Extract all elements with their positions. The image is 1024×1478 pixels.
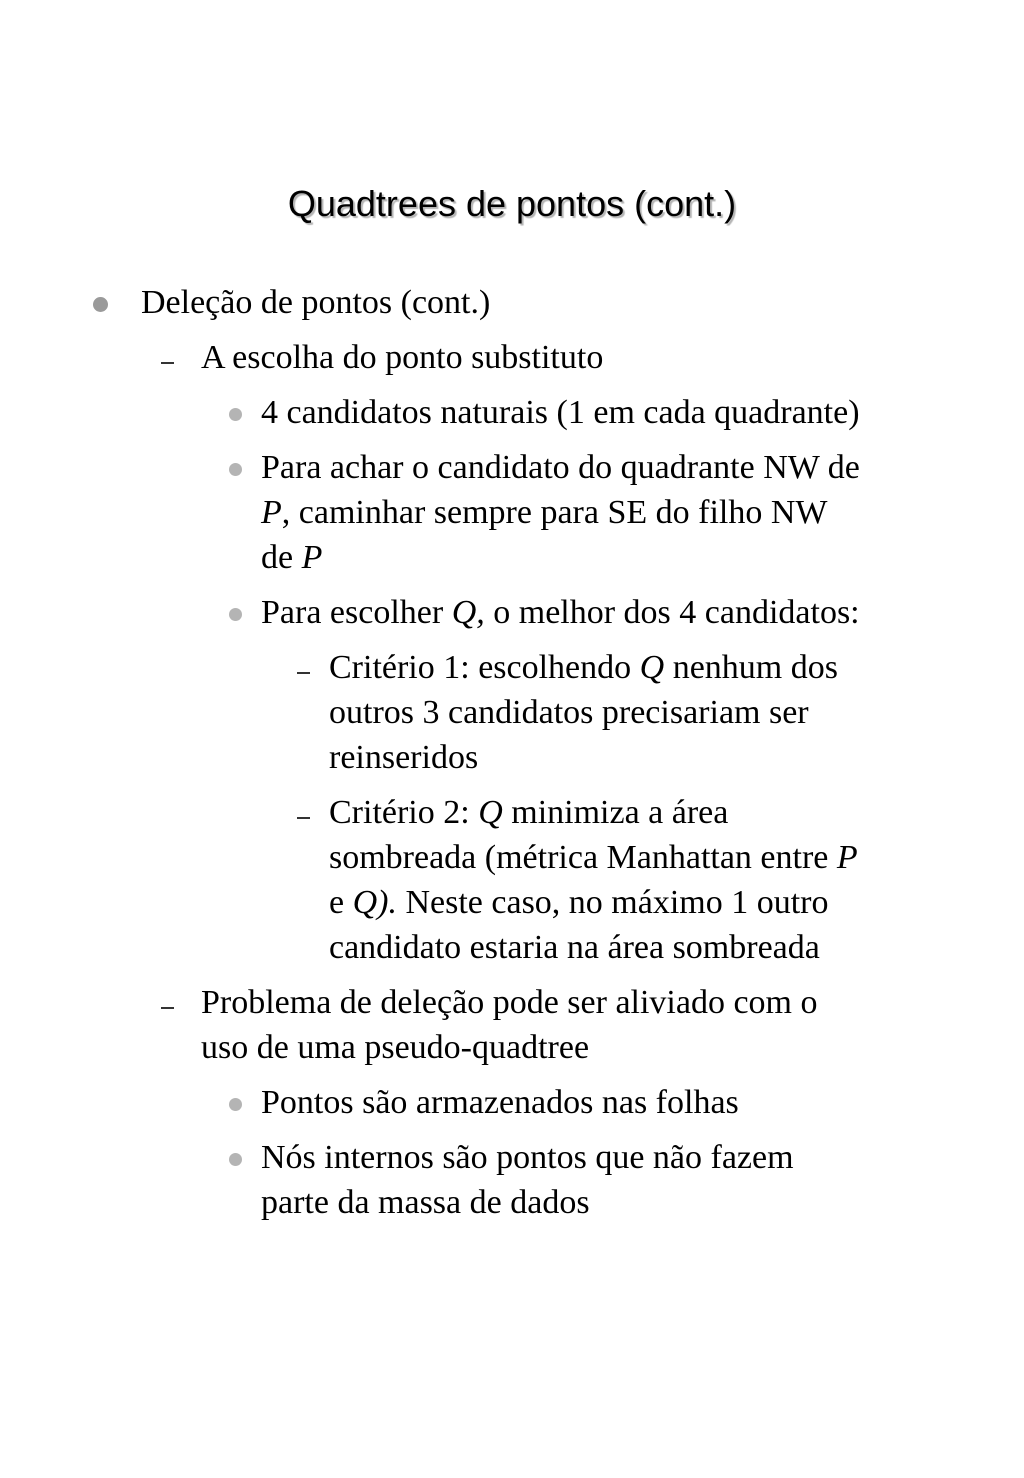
variable-q: Q, xyxy=(451,594,485,631)
text-run: e xyxy=(329,884,353,921)
bullet-text-continued: candidato estaria na área sombreada xyxy=(329,929,820,966)
bullet-dash-icon xyxy=(297,817,310,819)
bullet-text-continued: outros 3 candidatos precisariam ser xyxy=(329,694,809,731)
bullet-dash-icon xyxy=(161,1007,174,1009)
bullet-text-continued xyxy=(261,535,322,580)
bullet-text xyxy=(261,590,860,635)
text-run: o melhor dos 4 candidatos: xyxy=(484,594,860,631)
bullet-text-continued: uso de uma pseudo-quadtree xyxy=(201,1029,590,1066)
text-run: Neste caso, no máximo 1 outro xyxy=(396,884,829,921)
bullet-dot-icon xyxy=(229,463,242,476)
variable-p: P xyxy=(261,494,282,531)
text-run: sombreada (métrica Manhattan entre xyxy=(329,839,837,876)
bullet-dot-icon xyxy=(229,1098,242,1111)
text-run: Critério 1: escolhendo xyxy=(329,649,640,686)
text-run: , caminhar sempre para SE do filho NW xyxy=(281,494,828,531)
bullet-text: Para achar o candidato do quadrante NW de xyxy=(261,449,860,486)
bullet-dot-icon xyxy=(229,1153,242,1166)
text-run: de xyxy=(261,539,302,576)
variable-q: Q xyxy=(639,649,665,686)
variable-q: Q xyxy=(478,794,503,831)
bullet-text: 4 candidatos naturais (1 em cada quadrante) xyxy=(261,394,860,431)
bullet-text-continued: reinseridos xyxy=(329,739,479,776)
bullet-dash-icon xyxy=(161,362,174,364)
bullet-text-continued xyxy=(329,835,858,880)
bullet-text-continued xyxy=(261,490,828,535)
bullet-text: Nós internos são pontos que não fazem xyxy=(261,1139,794,1176)
text-run: Para escolher xyxy=(261,594,452,631)
bullet-dot-icon xyxy=(93,297,108,312)
bullet-text-continued: parte da massa de dados xyxy=(261,1184,590,1221)
bullet-dash-icon xyxy=(297,672,310,674)
bullet-text: Problema de deleção pode ser aliviado com o xyxy=(201,984,818,1021)
bullet-text: Deleção de pontos (cont.) xyxy=(141,284,491,321)
bullet-text xyxy=(329,790,728,835)
slide-title: Quadtrees de pontos (cont.) xyxy=(287,183,737,224)
text-run: minimiza a área xyxy=(502,794,729,831)
bullet-text: Pontos são armazenados nas folhas xyxy=(261,1084,739,1121)
bullet-text: A escolha do ponto substituto xyxy=(201,339,604,376)
text-run: nenhum dos xyxy=(664,649,838,686)
bullet-text-continued xyxy=(329,880,829,925)
bullet-text xyxy=(329,645,838,690)
text-run: Critério 2: xyxy=(329,794,479,831)
variable-p: P xyxy=(836,839,858,876)
bullet-dot-icon xyxy=(229,408,242,421)
bullet-dot-icon xyxy=(229,608,242,621)
variable-p: P xyxy=(301,539,323,576)
variable-q: Q). xyxy=(352,884,397,921)
